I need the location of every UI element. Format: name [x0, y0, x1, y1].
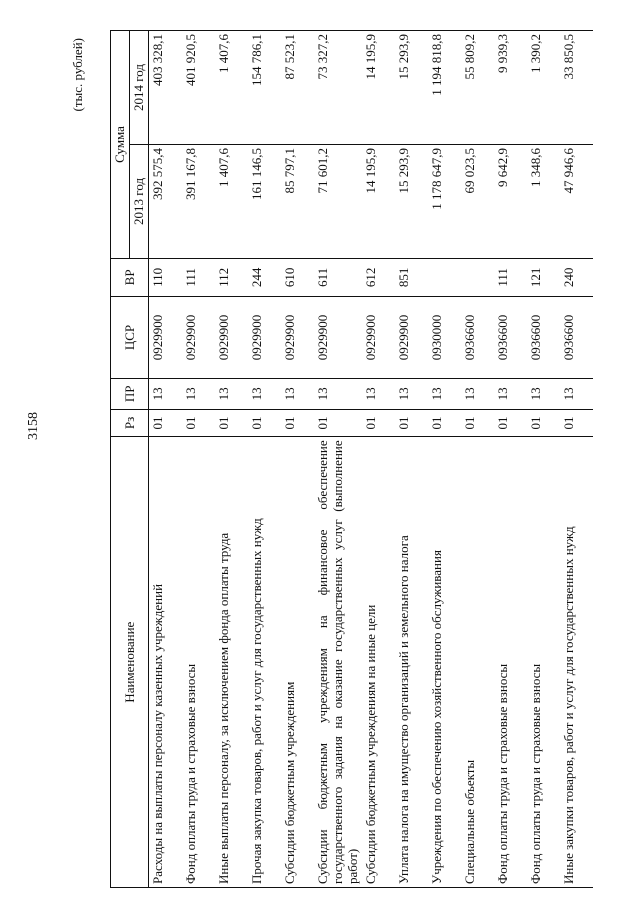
- cell-rz: 01: [182, 409, 215, 437]
- cell-pr: 13: [314, 379, 362, 409]
- table-row: [149, 31, 183, 888]
- cell-2014: 401 920,5: [182, 31, 215, 145]
- cell-name: Расходы на выплаты персоналу казенных учреждений: [149, 437, 183, 888]
- cell-name: Фонд оплаты труда и страховые взносы: [527, 437, 560, 888]
- cell-2014: 73 327,2: [314, 31, 362, 145]
- cell-pr: 13: [362, 379, 395, 409]
- header-vr: ВР: [111, 258, 149, 296]
- cell-rz: 01: [314, 409, 362, 437]
- cell-csr: 0929900: [281, 296, 314, 378]
- table-row: [428, 31, 461, 888]
- cell-rz: 01: [527, 409, 560, 437]
- cell-name: Субсидии бюджетным учреждениям: [281, 437, 314, 888]
- cell-csr: 0936600: [494, 296, 527, 378]
- cell-pr: 13: [182, 379, 215, 409]
- units-label: (тыс. рублей): [70, 38, 85, 112]
- cell-name: Субсидии бюджетным учреждениям на иные цели: [362, 437, 395, 888]
- table-row: [362, 31, 395, 888]
- budget-table-page: [70, 30, 620, 888]
- cell-pr: 13: [560, 379, 593, 409]
- cell-2013: 1 178 647,9: [428, 144, 461, 258]
- cell-pr: 13: [494, 379, 527, 409]
- cell-2014: 1 390,2: [527, 31, 560, 145]
- cell-name: Иные выплаты персоналу, за исключением фонда оплаты труда: [215, 437, 248, 888]
- cell-2014: 87 523,1: [281, 31, 314, 145]
- cell-pr: 13: [428, 379, 461, 409]
- cell-2013: 71 601,2: [314, 144, 362, 258]
- cell-name: Иные закупки товаров, работ и услуг для государственных нужд: [560, 437, 593, 888]
- page-number: 3158: [26, 412, 41, 440]
- table-row: [248, 31, 281, 888]
- cell-2014: 9 939,3: [494, 31, 527, 145]
- cell-rz: 01: [560, 409, 593, 437]
- cell-vr: 244: [248, 258, 281, 296]
- cell-rz: 01: [494, 409, 527, 437]
- table-row: [494, 31, 527, 888]
- cell-2013: 69 023,5: [461, 144, 494, 258]
- cell-name: Учреждения по обеспечению хозяйственного обслуживания: [428, 437, 461, 888]
- header-csr: ЦСР: [111, 296, 149, 378]
- header-sum: Сумма: [111, 31, 130, 259]
- cell-2014: 33 850,5: [560, 31, 593, 145]
- cell-2014: 14 195,9: [362, 31, 395, 145]
- cell-vr: 111: [494, 258, 527, 296]
- table-row: [461, 31, 494, 888]
- cell-rz: 01: [149, 409, 183, 437]
- cell-name: Фонд оплаты труда и страховые взносы: [182, 437, 215, 888]
- cell-csr: 0929900: [395, 296, 428, 378]
- cell-2013: 161 146,5: [248, 144, 281, 258]
- header-2014: 2014 год: [130, 31, 149, 145]
- cell-vr: [461, 258, 494, 296]
- cell-pr: 13: [281, 379, 314, 409]
- table-body: [149, 31, 594, 888]
- cell-2014: 403 328,1: [149, 31, 183, 145]
- cell-rz: 01: [248, 409, 281, 437]
- cell-vr: 612: [362, 258, 395, 296]
- cell-rz: 01: [461, 409, 494, 437]
- cell-csr: 0930000: [428, 296, 461, 378]
- table-row: [281, 31, 314, 888]
- cell-name: Прочая закупка товаров, работ и услуг для государственных нужд: [248, 437, 281, 888]
- cell-vr: 610: [281, 258, 314, 296]
- cell-2013: 1 348,6: [527, 144, 560, 258]
- cell-2014: 15 293,9: [395, 31, 428, 145]
- cell-pr: 13: [248, 379, 281, 409]
- cell-2013: 15 293,9: [395, 144, 428, 258]
- header-2013: 2013 год: [130, 144, 149, 258]
- cell-pr: 13: [461, 379, 494, 409]
- table-row: [182, 31, 215, 888]
- table-row: [215, 31, 248, 888]
- header-name: Наименование: [111, 437, 149, 888]
- cell-csr: 0929900: [215, 296, 248, 378]
- cell-rz: 01: [395, 409, 428, 437]
- cell-vr: 121: [527, 258, 560, 296]
- cell-rz: 01: [281, 409, 314, 437]
- cell-2013: 14 195,9: [362, 144, 395, 258]
- cell-rz: 01: [215, 409, 248, 437]
- cell-csr: 0936600: [461, 296, 494, 378]
- cell-pr: 13: [395, 379, 428, 409]
- cell-2013: 85 797,1: [281, 144, 314, 258]
- cell-csr: 0929900: [248, 296, 281, 378]
- cell-2013: 47 946,6: [560, 144, 593, 258]
- cell-2014: 154 786,1: [248, 31, 281, 145]
- cell-csr: 0929900: [182, 296, 215, 378]
- cell-2014: 55 809,2: [461, 31, 494, 145]
- header-rz: Рз: [111, 409, 149, 437]
- cell-2013: 392 575,4: [149, 144, 183, 258]
- cell-pr: 13: [149, 379, 183, 409]
- cell-2013: 9 642,9: [494, 144, 527, 258]
- header-pr: ПР: [111, 379, 149, 409]
- cell-name: Уплата налога на имущество организаций и земельного налога: [395, 437, 428, 888]
- cell-vr: 240: [560, 258, 593, 296]
- cell-2014: 1 194 818,8: [428, 31, 461, 145]
- table-row: [395, 31, 428, 888]
- table-row: [560, 31, 593, 888]
- cell-pr: 13: [215, 379, 248, 409]
- cell-vr: 851: [395, 258, 428, 296]
- cell-vr: [428, 258, 461, 296]
- table-header: [111, 31, 149, 888]
- cell-2013: 1 407,6: [215, 144, 248, 258]
- cell-vr: 111: [182, 258, 215, 296]
- cell-vr: 110: [149, 258, 183, 296]
- cell-2013: 391 167,8: [182, 144, 215, 258]
- cell-name: Специальные объекты: [461, 437, 494, 888]
- cell-rz: 01: [362, 409, 395, 437]
- budget-table: [110, 30, 593, 888]
- cell-csr: 0936600: [560, 296, 593, 378]
- cell-pr: 13: [527, 379, 560, 409]
- cell-rz: 01: [428, 409, 461, 437]
- cell-name: Фонд оплаты труда и страховые взносы: [494, 437, 527, 888]
- cell-vr: 112: [215, 258, 248, 296]
- cell-csr: 0929900: [362, 296, 395, 378]
- cell-name: Субсидии бюджетным учреждениям на финансовое обеспечение государственного задания на оказание государственных услуг (выполнение работ): [314, 437, 362, 888]
- cell-csr: 0929900: [314, 296, 362, 378]
- cell-2014: 1 407,6: [215, 31, 248, 145]
- cell-vr: 611: [314, 258, 362, 296]
- table-row: [314, 31, 362, 888]
- cell-csr: 0929900: [149, 296, 183, 378]
- table-row: [527, 31, 560, 888]
- cell-csr: 0936600: [527, 296, 560, 378]
